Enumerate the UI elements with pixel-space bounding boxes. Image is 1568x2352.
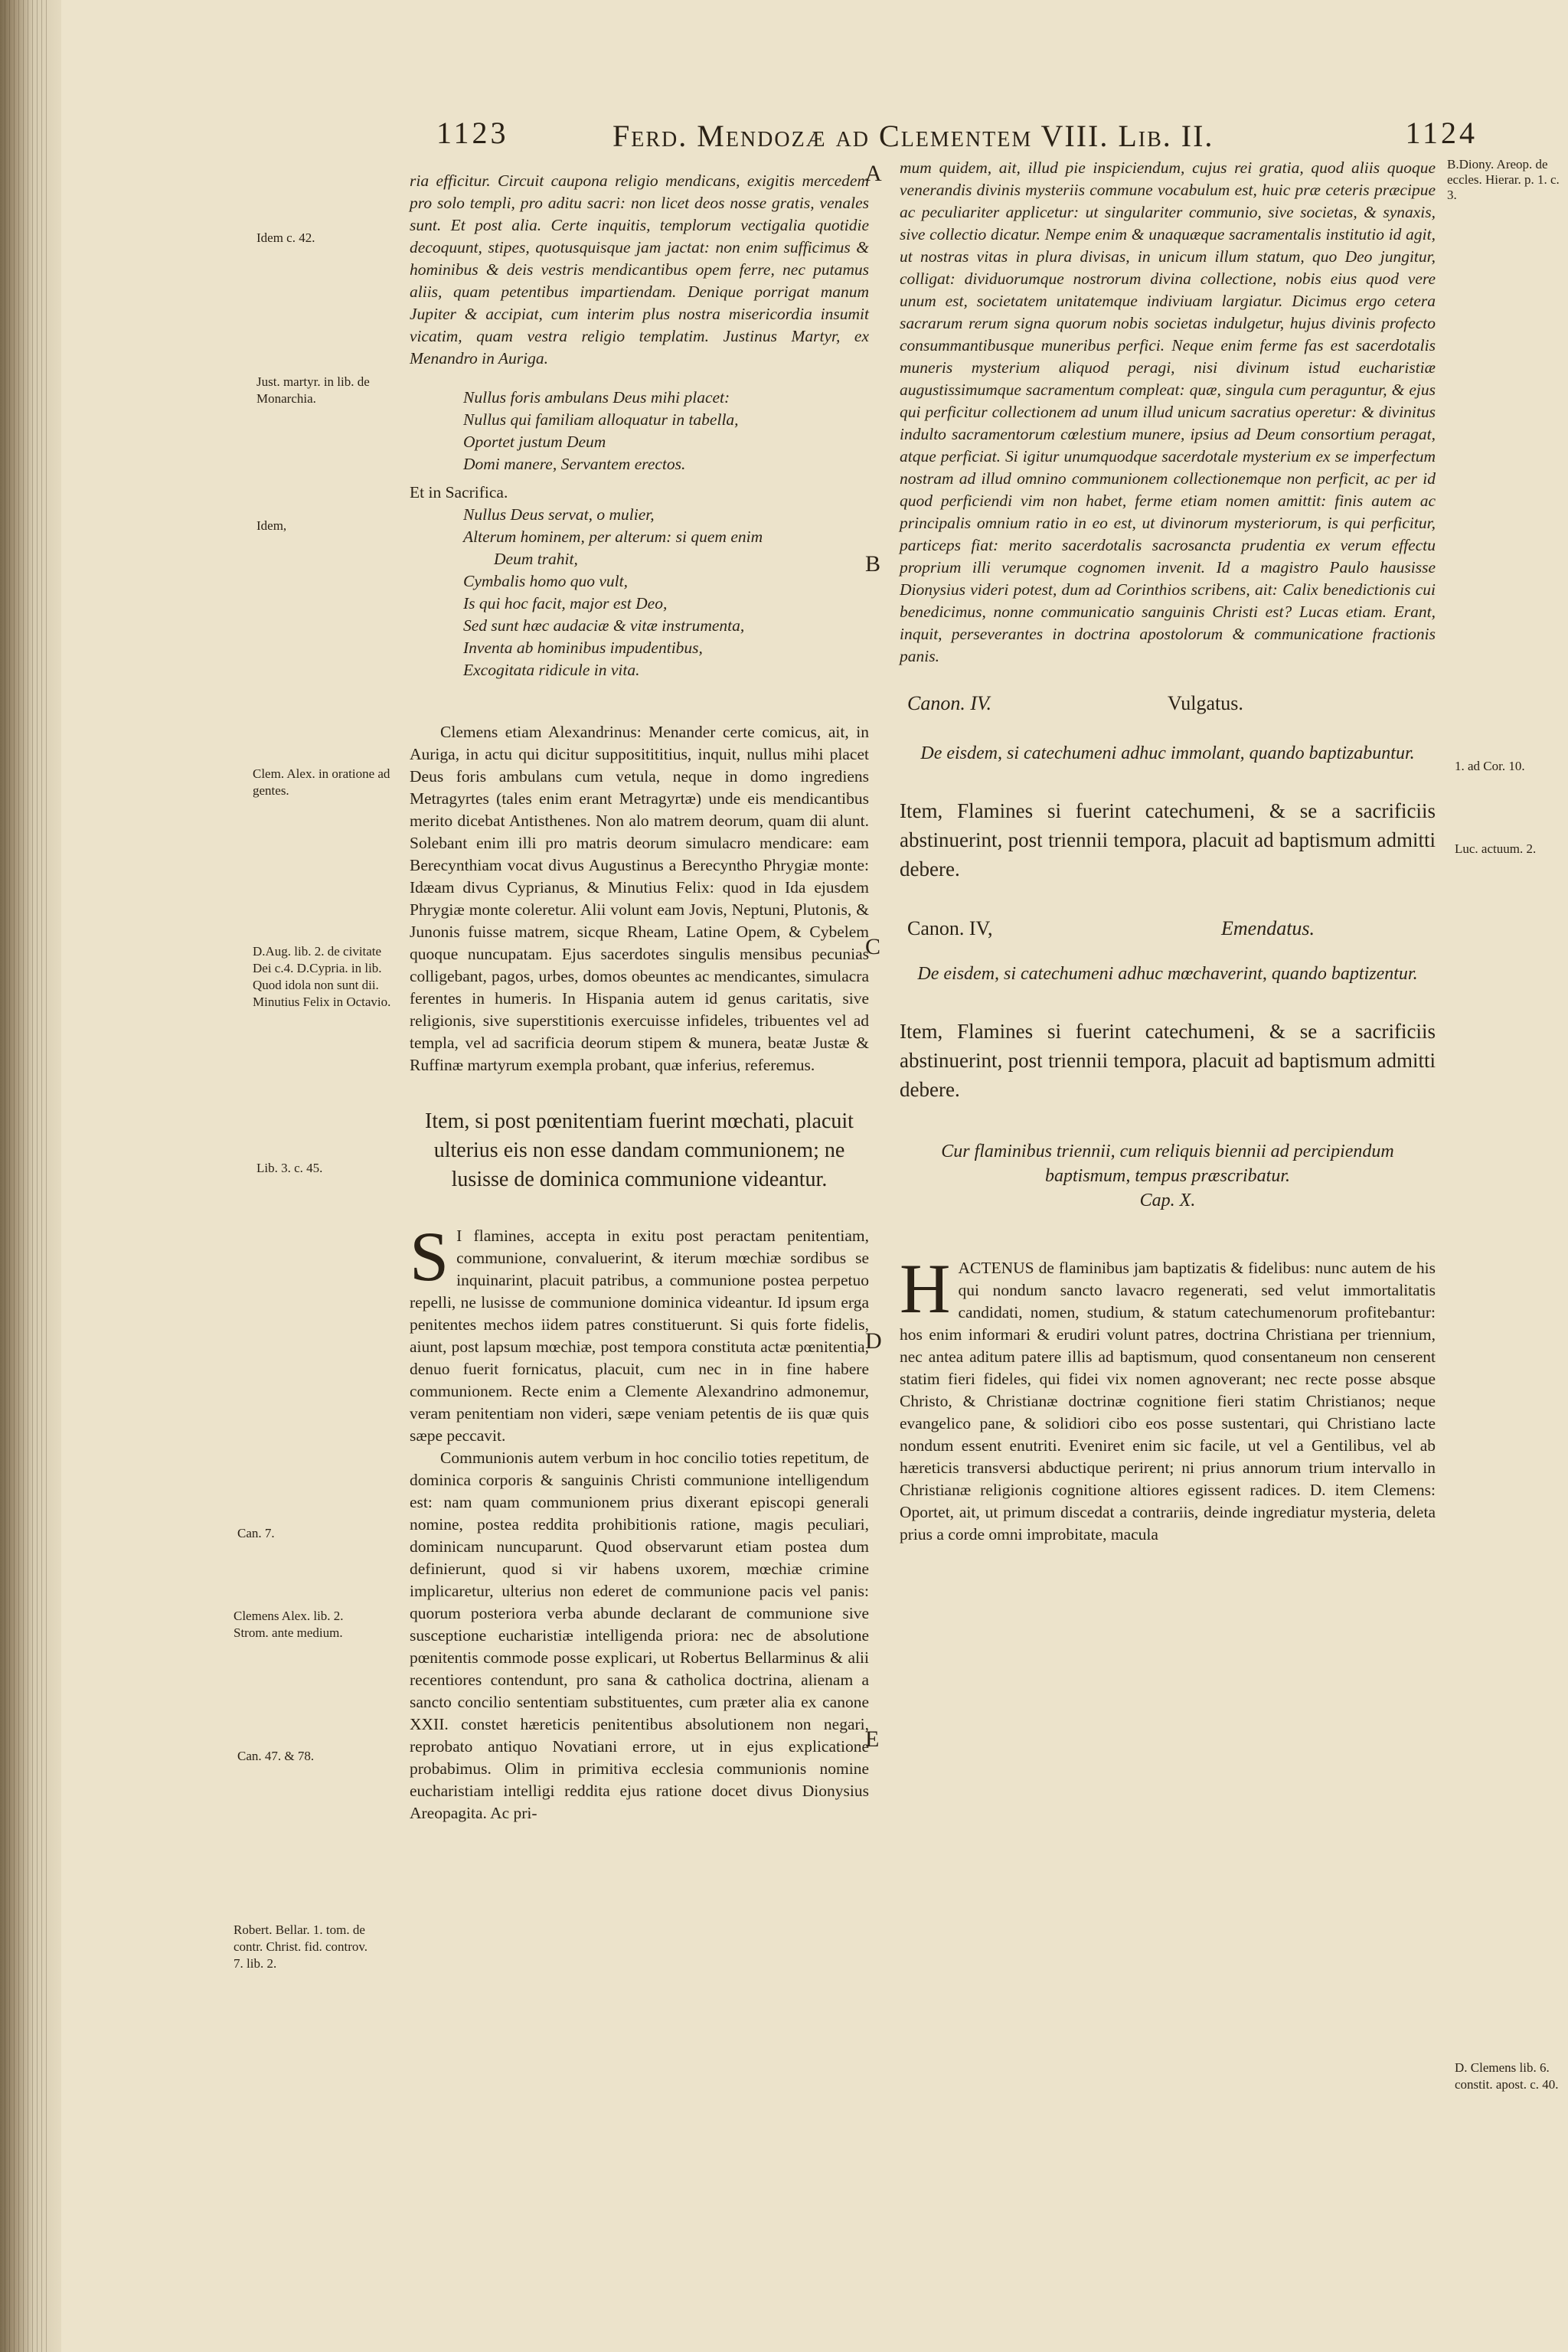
verse-line: Nullus qui familiam alloquatur in tabella,	[463, 410, 739, 429]
drop-cap: S	[410, 1217, 449, 1295]
canon-subtitle: De eisdem, si catechumeni adhuc immolant, quando baptizabuntur.	[920, 743, 1415, 763]
margin-note: Luc. actuum. 2.	[1455, 841, 1537, 856]
margin-note: Lib. 3. c. 45.	[256, 1161, 323, 1175]
verse-block	[463, 387, 869, 475]
canon-heading: Item, si post pœnitentiam fuerint mœchati, placuit ulterius eis non esse dandam communionem; ne lusisse de dominica communione videantur.	[425, 1109, 854, 1191]
section-marker-e: E	[865, 1726, 880, 1752]
paragraph: HACTENUS de flaminibus jam baptizatis & fidelibus: nunc autem de his qui nondum sancto lavacro regenerati, sed velut immortalitatis candidati, nomen, studium, & statum catechumenorum profitebantur: hos enim informari & erudiri volunt patres, doctrina Christiana per triennium, nec antea aditum patere illis ad baptismum, quod consentaneum non censerent statim fieri fideles, qui fidei vix nomen agnoverant; nec recte posse absque Christo, & Christianæ doctrinæ cognitione fieri statim Christianos; neque evangelico pane, & solidiori cibo eos posse sustentari, qui Christiano lacte nondum essent enutriti. Eveniret enim sic facile, ut vel a Gentilibus, vel ab hæreticis transversi abductique perirent; ni prius annorum trium intervallo in Christianæ religionis cognitione altiores egissent radices. D. item Clemens: Oportet, ait, ut primum discedat a contrariis, deinde ingrediatur mysteria, deleta prius a corde omni improbitate, macula	[900, 1250, 1436, 1544]
canon-number: Canon. IV,	[907, 917, 993, 939]
margin-note: Clemens Alex. lib. 2. Strom. ante medium.	[234, 1609, 344, 1640]
paragraph: Communionis autem verbum in hoc concilio toties repetitum, de dominica corporis & sanguinis Christi communione intelligendum est: nam quam communionem prius dixerant episcopi generali nomine, postea reddita prohibitionis ratione, magis peculiari, dominicam nuncuparunt. Quod observarunt etiam postea dum definierunt, quod si vir habens uxorem, mœchiæ crimine implicaretur, ulterius non ederet de communione pacis vel panis: quorum posteriora verba abunde declarant de communione sive susceptione eucharistiæ intelligenda priora: nec de absolutione pœnitentis commode posse explicari, ut Robertus Bellarminus & alii recentiores contendunt, pro sana & catholica doctrina, alienam a sancto concilio sententiam substituentes, cum præter alia ex canone XXII. constet hæreticis penitentibus absolutionem non negari, reprobato antiquo Novatiani errore, ut in ejus explicatione probabimus. Olim in primitiva ecclesia communionis nomine eucharistiam intelligi reddita ejus ratione docet divus Dionysius Areopagita. Ac pri-	[410, 1449, 869, 1822]
margin-note: Just. martyr. in lib. de Monarchia.	[256, 374, 370, 406]
verse-line: Oportet justum Deum	[463, 433, 606, 451]
paragraph: ria efficitur. Circuit caupona religio mendicans, exigitis mercedem pro solo templi, pro aditu sacri: non licet deos nosse gratis, venales sunt. Et post alia. Certe inquitis, templorum vectigalia quotidie decoquunt, stipes, quotusquisque jam jactat: non enim sufficimus & hominibus & deis vestris mendicantibus opem ferre, nec putamus aliis, quam petentibus impartiendam. Denique porrigat manum Jupiter & accipiat, cum interim plus nostra misericordia insumit vicatim, quam vestra religio templatim. Justinus Martyr, ex Menandro in Auriga.	[410, 172, 869, 368]
page-number-left: 1123	[436, 116, 509, 150]
paragraph: Clemens etiam Alexandrinus: Menander certe comicus, ait, in Auriga, in actu qui dicitur suppositititius, inquit, nullus mihi placet Deus foris ambulans cum vetula, neque in domo ingrediens Metragyrtes (tales enim erant Metragyrtæ) unde eis mendicantibus merito dicebat Antisthenes. Non alo matrem deorum, quam dii alunt. Solebant enim illi pro matris deorum simulacro mendicare: eam Berecynthiam vocat divus Augustinus a Berecyntho Phrygiæ monte: Idæam divus Cyprianus, & Minutius Felix: quod in Ida ejusdem Phrygiæ monte coleretur. Alii volunt eam Jovis, Neptuni, Plutonis, & Junonis fuisse matrem, sicque Rheam, Latine Opem, & Cybelem quoque nuncupatam. Ejus sacerdotes singulis mensibus pecunias colligebant, pagos, urbes, domos obeuntes ac mendicantes, simulacra ferentes in humeris. In Hispania autem id genus caritatis, sive religionis, sive superstitionis exercuisse infideles, tribuentes vel ad templa, vel ad sacrificia deorum stipem & munera, beatæ Justæ & Ruffinæ martyrum exempla probant, quæ inferius, referemus.	[410, 723, 869, 1074]
canon-text: Item, Flamines si fuerint catechumeni, & se a sacrificiis abstinuerint, post triennii tempora, placuit ad baptismum admitti debere.	[900, 1020, 1436, 1101]
paragraph: mum quidem, ait, illud pie inspiciendum, cujus rei gratia, quod aliis quoque venerandis divinis mysteriis commune vocabulum est, huic præ ceteris præcipue ac peculiariter applicetur: ut singulariter communio, sive societas, & synaxis, sive collectio dicatur. Nempe enim & unaquæque sacramentalis institutio id agit, ut nostras vitas in plura divisas, in unicum illum statum, quo Deo jungitur, colligat: dividuorumque nostrorum divina collectione, nobis eius quod vere unum est, societatem unitatemque indiviuam largiatur. Dicimus ergo cetera sacrarum rerum signa quorum nobis societas indulgetur, hujus divinis profecto consummantibusque muneribus perfici. Neque enim ferme fas est sacerdotalis muneris mysterium aliquod peragi, nisi divinum istud eucharistiæ augustissimumque sacramentum compleat: quæ, singula cum peraguntur, & ejus qui perficitur collectionem ad unum illud unicum sacratius operetur: & divinitus indulto sacramentorum cœlestium munere, ipsius ad Deum consortium peragat, atque perficiat. Si igitur unumquodque sacerdotale mysterium ex se imperfectum nostram ad illud omnino communionem collectionemque non perficit, ac per id quod perficiendi vim non habet, ferme etiam nomen amittit: finis autem ac principalis omnium ratio in eo est, ut divinorum mysteriorum, is qui perficitur, particeps fiat: merito sacerdotalis sacrosancta prudentia ex verum effectu proprium illi verumque cognomen invenit. Id a magistro Paulo hausisse Dionysius videri potest, dum ad Corinthios scribens, ait: Calix benedictionis cui benedicimus, nonne communicatio sanguinis Christi est? Lucas etiam. Erant, inquit, perseverantes in doctrina apostolorum & communicatione fractionis panis.	[900, 158, 1436, 665]
canon-number: Canon. IV.	[907, 692, 992, 714]
section-marker-b: B	[865, 551, 881, 577]
margin-note: B.Diony. Areop. de eccles. Hierar. p. 1. c. 3.	[1447, 157, 1560, 202]
canon-text: Item, Flamines si fuerint catechumeni, & se a sacrificiis abstinuerint, post triennii tempora, placuit ad baptismum admitti debere.	[900, 799, 1436, 880]
section-marker-a: A	[865, 161, 882, 186]
verse-line: Deum trahit,	[494, 550, 578, 568]
book-binding	[0, 0, 61, 2352]
canon-title-vulgatus	[900, 692, 1436, 723]
chapter-title: Cur flaminibus triennii, cum reliquis biennii ad percipiendum baptismum, tempus præscribatur.	[941, 1142, 1394, 1186]
verse-block	[463, 504, 869, 681]
verse-line: Alterum hominem, per alterum: si quem enim	[463, 528, 763, 546]
running-title: Ferd. Mendozæ ad Clementem VIII. Lib. II.	[612, 119, 1214, 153]
chapter-number: Cap. X.	[1139, 1191, 1196, 1210]
drop-cap: H	[900, 1250, 951, 1328]
margin-note: Can. 47. & 78.	[237, 1749, 315, 1763]
page-edges	[5, 0, 51, 2352]
margin-note: D. Clemens lib. 6. constit. apost. c. 40.	[1455, 2060, 1559, 2092]
verse-line: Nullus foris ambulans Deus mihi placet:	[463, 388, 730, 407]
canon-version: Emendatus.	[1221, 917, 1315, 939]
page-number-right: 1124	[1405, 116, 1478, 150]
margin-note: Robert. Bellar. 1. tom. de contr. Christ. fid. controv. 7. lib. 2.	[234, 1922, 368, 1971]
margin-note: Idem c. 42.	[256, 230, 315, 245]
right-column	[900, 157, 1436, 1546]
verse-line: Sed sunt hæc audaciæ & vitæ instrumenta,	[463, 616, 745, 635]
verse-line: Nullus Deus servat, o mulier,	[463, 505, 655, 524]
margin-note: Clem. Alex. in oratione ad gentes.	[253, 766, 390, 798]
left-column	[410, 170, 869, 1824]
paragraph: S I flamines, accepta in exitu post peractam penitentiam, communione, convaluerint, & iterum mœchiæ sordibus se inquinarint, placuit patribus, a communione postea perpetuo repelli, ne lusisse de communione dominica videantur. Id ipsum erga penitentes mechos iidem patres constituerunt. Si quis forte fidelis, aiunt, post lapsum mœchiæ, post tempora constituta actæ pœnitentia, denuo fuerit fornicatus, placuit, cum nec in in fine habere communionem. Recte enim a Clemente Alexandrino admonemur, veram penitentiam non videri, sæpe veniam petentis de iis quæ quis sæpe peccavit.	[410, 1217, 869, 1445]
canon-subtitle: De eisdem, si catechumeni adhuc mœchaverint, quando baptizentur.	[917, 964, 1418, 984]
verse-line: Domi manere, Servantem erectos.	[463, 455, 686, 473]
canon-title-emendatus	[900, 917, 1436, 948]
book-page	[61, 0, 1568, 2352]
running-header	[436, 115, 1478, 161]
margin-note: Can. 7.	[237, 1526, 275, 1540]
margin-note: Idem,	[256, 518, 287, 533]
section-marker-c: C	[865, 934, 881, 959]
verse-line: Inventa ab hominibus impudentibus,	[463, 639, 703, 657]
margin-note: 1. ad Cor. 10.	[1455, 759, 1525, 773]
margin-note: D.Aug. lib. 2. de civitate Dei c.4. D.Cypria. in lib. Quod idola non sunt dii. Minutius Felix in Octavio.	[253, 944, 391, 1009]
verse-line: Excogitata ridicule in vita.	[463, 661, 640, 679]
line: Et in Sacrifica.	[410, 483, 508, 501]
section-marker-d: D	[865, 1328, 882, 1354]
canon-version: Vulgatus.	[1168, 692, 1243, 714]
verse-line: Cymbalis homo quo vult,	[463, 572, 628, 590]
verse-line: Is qui hoc facit, major est Deo,	[463, 594, 668, 612]
